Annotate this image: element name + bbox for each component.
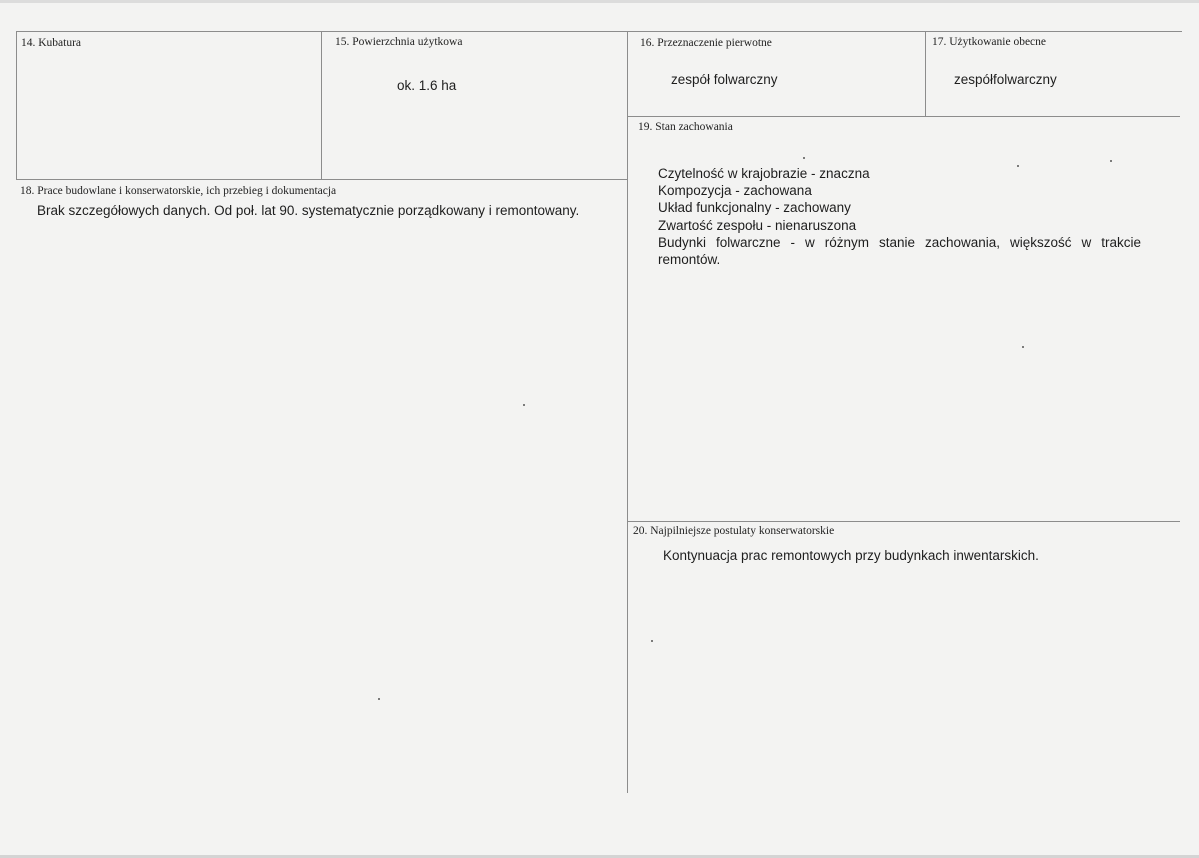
field-14-label: 14. Kubatura <box>21 37 82 49</box>
grid-line-under-16-17 <box>627 116 1180 117</box>
grid-line-top <box>16 31 1182 32</box>
field-18-label: 18. Prace budowlane i konserwatorskie, ich przebieg i dokumentacja <box>20 185 337 197</box>
grid-line-14-15 <box>321 31 322 179</box>
condition-line: Kompozycja - zachowana <box>658 183 812 199</box>
field-17-label: 17. Użytkowanie obecne <box>932 36 1047 48</box>
grid-line-center <box>627 31 628 793</box>
card-top-edge <box>0 0 1199 3</box>
scan-speck <box>1110 160 1112 162</box>
grid-line-left <box>16 31 17 179</box>
field-15-label: 15. Powierzchnia użytkowa <box>335 36 463 48</box>
field-16-label: 16. Przeznaczenie pierwotne <box>640 37 772 49</box>
field-17-value: zespółfolwarczny <box>954 72 1057 87</box>
field-15-value: ok. 1.6 ha <box>397 78 457 93</box>
grid-line-under-14-15 <box>16 179 627 180</box>
field-16-value: zespół folwarczny <box>671 72 778 87</box>
field-19-condition-list <box>658 165 1141 268</box>
condition-line: Układ funkcjonalny - zachowany <box>658 200 851 216</box>
field-19-label: 19. Stan zachowania <box>638 121 733 133</box>
scan-speck <box>378 698 380 700</box>
scan-speck <box>651 640 653 642</box>
condition-line: Zwartość zespołu - nienaruszona <box>658 217 857 233</box>
scan-speck <box>1017 165 1019 167</box>
scan-speck <box>1022 346 1024 348</box>
field-20-label: 20. Najpilniejsze postulaty konserwatorskie <box>633 525 835 537</box>
condition-line: Czytelność w krajobrazie - znaczna <box>658 166 870 181</box>
scan-speck <box>523 404 525 406</box>
field-18-value: Brak szczegółowych danych. Od poł. lat 90. systematycznie porządkowany i remontowany. <box>37 203 580 218</box>
scan-speck <box>803 157 805 159</box>
grid-line-16-17 <box>925 31 926 116</box>
condition-line: Budynki folwarczne - w różnym stanie zachowania, większość w trakcie remontów. <box>658 234 1141 268</box>
field-20-value: Kontynuacja prac remontowych przy budynkach inwentarskich. <box>663 548 1039 563</box>
grid-line-above-20 <box>627 521 1180 522</box>
